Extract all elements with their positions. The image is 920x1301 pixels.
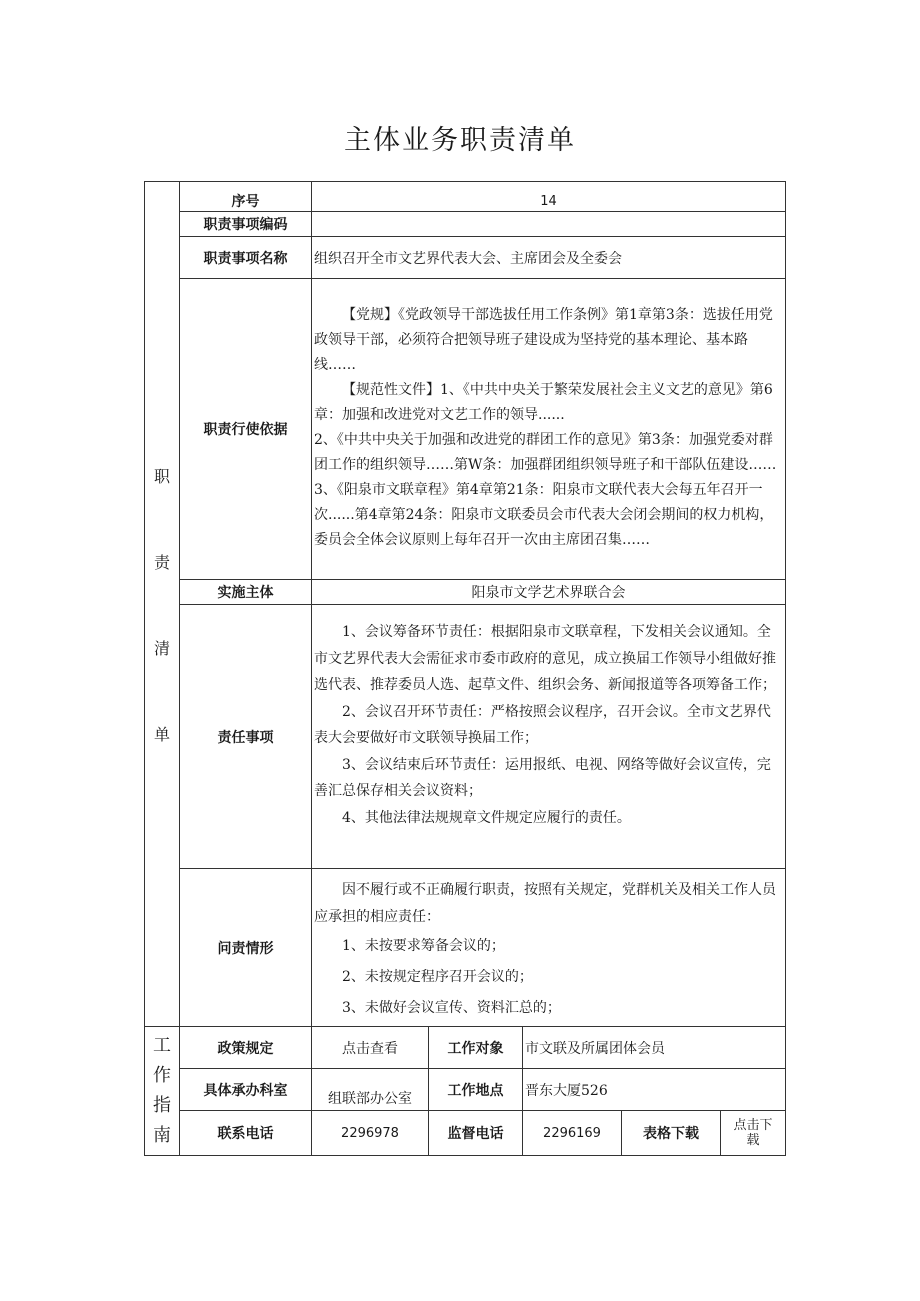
accountability-label: 问责情形: [179, 868, 312, 1027]
section-duties-char: 单: [153, 724, 170, 744]
page-title: 主体业务职责清单: [344, 125, 576, 156]
section-duties-list: [144, 181, 180, 1027]
accountability-item: 2、未按规定程序召开会议的；: [342, 969, 533, 985]
phone-label: 联系电话: [179, 1110, 312, 1156]
location-label: 工作地点: [428, 1068, 523, 1111]
accountability-item: 3、未做好会议宣传、资料汇总的；: [342, 1000, 561, 1016]
target-value: 市文联及所属团体会员: [522, 1026, 786, 1069]
policy-label: 政策规定: [179, 1026, 312, 1069]
code-value: [311, 211, 786, 237]
basis-paragraph: 3、《阳泉市文联章程》第4章第21条：阳泉市文联代表大会每五年召开一次......第4章第24条：阳泉市文联委员会市代表大会闭会期间的权力机构，委员会全体会议原则上每年召开一次由主席团召集……: [314, 482, 774, 548]
supervise-phone-value: 2296169: [522, 1110, 622, 1156]
location-value: 晋东大厦526: [522, 1068, 786, 1111]
implementer-label: 实施主体: [179, 579, 312, 605]
name-value: 组织召开全市文艺界代表大会、主席团会及全委会: [311, 236, 786, 279]
basis-paragraph: 【党规】《党政领导干部选拔任用工作条例》第1章第3条：选拔任用党政领导干部，必须符合把领导班子建设成为坚持党的基本理论、基本路线……: [314, 307, 773, 373]
accountability-item: 1、未按要求筹备会议的；: [342, 938, 505, 954]
section-guide-char: 作: [153, 1065, 171, 1086]
section-work-guide: [144, 1026, 180, 1156]
code-label: 职责事项编码: [179, 211, 312, 237]
basis-paragraph: 【规范性文件】1、《中共中央关于繁荣发展社会主义文艺的意见》第6章：加强和改进党对文艺工作的领导......: [314, 382, 773, 423]
responsibility-item: 2、会议召开环节责任：严格按照会议程序，召开会议。全市文艺界代表大会要做好市文联领导换届工作；: [314, 703, 771, 746]
section-duties-char: 清: [153, 638, 170, 658]
name-label: 职责事项名称: [179, 236, 312, 279]
supervise-phone-label: 监督电话: [428, 1110, 523, 1156]
basis-label: 职责行使依据: [179, 278, 312, 580]
target-label: 工作对象: [428, 1026, 523, 1069]
responsibilities-content: [311, 604, 786, 869]
section-guide-char: 指: [153, 1095, 171, 1116]
basis-paragraph: 2、《中共中央关于加强和改进党的群团工作的意见》第3条：加强党委对群团工作的组织领导……第W条：加强群团组织领导班子和干部队伍建设……: [314, 432, 777, 473]
office-label: 具体承办科室: [179, 1068, 312, 1111]
responsibility-item: 3、会议结束后环节责任：运用报纸、电视、网络等做好会议宣传，完善汇总保存相关会议资料；: [314, 756, 771, 799]
responsibility-item: 4、其他法律法规规章文件规定应履行的责任。: [342, 809, 631, 826]
office-value: 组联部办公室: [311, 1068, 429, 1111]
phone-value: 2296978: [311, 1110, 429, 1156]
accountability-item: 因不履行或不正确履行职责，按照有关规定，党群机关及相关工作人员应承担的相应责任：: [314, 882, 776, 925]
form-download-link[interactable]: 点击下载: [720, 1110, 786, 1156]
policy-view-link[interactable]: 点击查看: [311, 1026, 429, 1069]
accountability-content: [311, 868, 786, 1027]
basis-content: [311, 278, 786, 580]
section-guide-char: 工: [153, 1035, 171, 1056]
form-download-label: 表格下载: [621, 1110, 721, 1156]
section-duties-char: 责: [153, 552, 170, 572]
seq-label: 序号: [179, 181, 312, 212]
section-duties-char: 职: [153, 466, 170, 486]
implementer-value: 阳泉市文学艺术界联合会: [311, 579, 786, 605]
seq-value: 14: [311, 181, 786, 212]
section-guide-char: 南: [153, 1125, 171, 1146]
responsibilities-label: 责任事项: [179, 604, 312, 869]
responsibility-item: 1、会议筹备环节责任：根据阳泉市文联章程，下发相关会议通知。全市文艺界代表大会需征求市委市政府的意见，成立换届工作领导小组做好推选代表、推荐委员人选、起草文件、组织会务、新闻报道等各项筹备工作；: [314, 624, 776, 693]
